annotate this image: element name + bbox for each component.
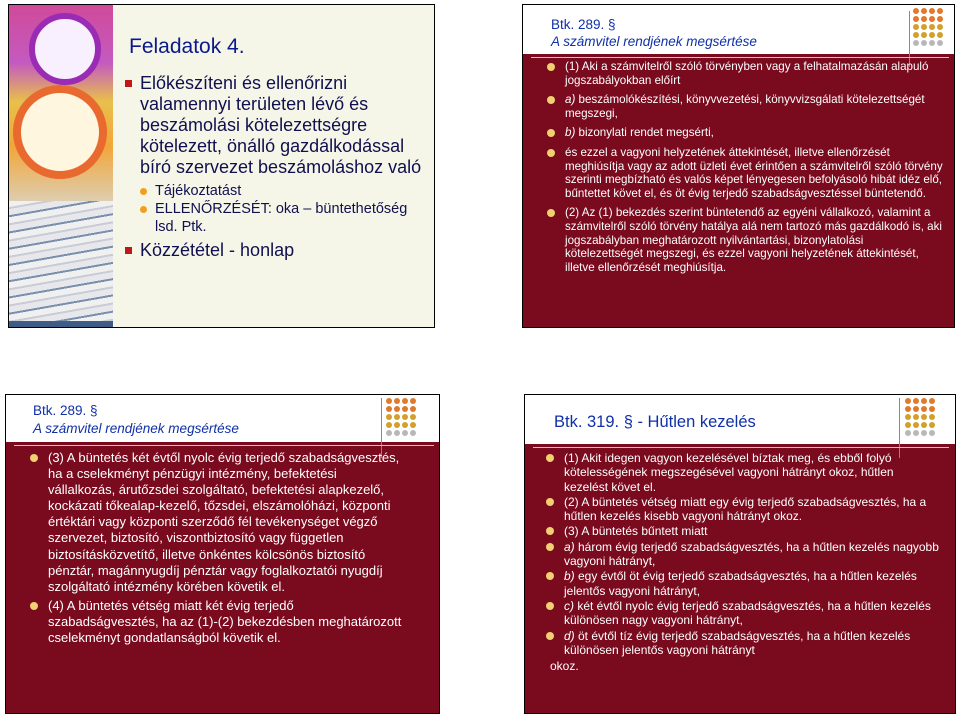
slide-subheading: A számvitel rendjének megsértése — [33, 421, 239, 436]
list-tail: okoz. — [550, 659, 579, 674]
list-item: (2) A büntetés vétség miatt egy évig terjedő szabadságvesztés, ha a hűtlen kezelés kisebb vagyoni hátrányt okoz. — [543, 495, 939, 524]
list-item: d) öt évtől tíz évig terjedő szabadságvesztés, ha a hűtlen kezelés különösen jelentős vagyoni hátrányt — [543, 629, 939, 658]
decorative-dot-grid-icon — [905, 398, 935, 436]
list-item: c) két évtől nyolc évig terjedő szabadságvesztés, ha a hűtlen kezelés különösen nagy vagyoni hátrányt, — [543, 599, 939, 628]
bullet-item: Közzététel - honlap — [124, 240, 429, 261]
slide-btk-289-part1 — [522, 4, 955, 328]
sub-bullet-item: Tájékoztatást — [124, 182, 429, 200]
divider — [531, 57, 949, 58]
list-item: (2) Az (1) bekezdés szerint büntetendő az egyéni vállalkozó, valamint a számvitelről szóló törvény hatálya alá nem tartozó más gazdálkodó is, aki jogszabályban meghatározott nyilvántartási, bizonylatolási kötelezettségét megszegi, és ezzel vagyoni helyzetének áttekintését, illetve ellenőrzését meghiúsítja. — [544, 206, 944, 274]
slide-feladatok — [8, 4, 435, 328]
clock-photo — [9, 5, 113, 327]
bullet-list — [124, 73, 429, 261]
list-item: (4) A büntetés vétség miatt két évig terjedő szabadságvesztés, ha az (1)-(2) bekezdésben meghatározott cselekményt gondatlanságból követik el. — [27, 598, 402, 646]
decorative-dot-grid-icon — [913, 8, 943, 46]
slide-btk-289-part2 — [5, 394, 440, 714]
bullet-list — [544, 60, 944, 274]
divider — [909, 11, 910, 67]
bullet-list — [543, 451, 939, 673]
list-item: és ezzel a vagyoni helyzetének áttekintését, illetve ellenőrzését meghiúsítja vagy az adott üzleti évet érintően a számvitelről szóló törvény szerinti megbízható és valós képet lényegesen befolyásoló hibát idéz elő, bűntettet követ el, és öt évig terjedő szabadságvesztéssel büntetendő. — [544, 146, 944, 200]
slide-title: Feladatok 4. — [129, 35, 245, 58]
divider — [899, 398, 900, 458]
paper-stack-icon — [9, 201, 113, 321]
purple-clock-icon — [29, 13, 101, 85]
slide-heading: Btk. 289. § — [551, 17, 616, 32]
slide-btk-319 — [524, 394, 956, 714]
divider — [14, 445, 434, 446]
bullet-list — [27, 450, 402, 646]
slide-subheading: A számvitel rendjének megsértése — [551, 34, 757, 49]
divider — [533, 447, 949, 448]
list-item: (1) Akit idegen vagyon kezelésével bíztak meg, és ebből folyó kötelességének megszegésével vagyoni hátrányt okoz, hűtlen kezelést követ el. — [543, 451, 939, 494]
list-item: b) egy évtől öt évig terjedő szabadságvesztés, ha a hűtlen kezelés jelentős vagyoni hátrányt, — [543, 569, 939, 598]
slide-heading: Btk. 289. § — [33, 403, 98, 418]
decorative-dot-grid-icon — [386, 398, 416, 436]
list-item: (1) Aki a számvitelről szóló törvényben vagy a felhatalmazásán alapuló jogszabályokban előírt — [544, 60, 944, 87]
list-item: b) bizonylati rendet megsérti, — [544, 126, 944, 140]
list-item: a) beszámolókészítési, könyvvezetési, könyvvizsgálati kötelezettségét megszegi, — [544, 93, 944, 120]
divider — [381, 398, 382, 458]
orange-clock-icon — [13, 85, 107, 179]
sub-bullet-item: ELLENŐRZÉSÉT: oka – büntethetőség lsd. Ptk. — [124, 200, 429, 236]
list-item: (3) A büntetés két évtől nyolc évig terjedő szabadságvesztés, ha a cselekményt pénzügyi intézmény, befektetési vállalkozás, árutőzsdei szolgáltató, befektetési alapkezelő, kockázati tőkealap-kezelő, tőzsdei, elszámolóházi, központi értéktári vagy központi szerződő fél tevékenységet végző szervezet, biztosító, viszontbiztosító vagy független biztosításközvetítő, illetve önkéntes kölcsönös biztosító pénztár, magánnyugdíj pénztár vagy foglalkoztatói nyugdíj szolgáltató intézmény körében követik el. — [27, 450, 402, 595]
bullet-item: Előkészíteni és ellenőrizni valamennyi területen lévő és beszámolási kötelezettségre kötelezett, önálló gazdálkodással bíró szervezet beszámoláshoz való — [124, 73, 429, 178]
list-item: a) három évig terjedő szabadságvesztés, ha a hűtlen kezelés nagyobb vagyoni hátrányt, — [543, 540, 939, 569]
list-item: (3) A büntetés bűntett miatt — [543, 524, 939, 538]
slide-title: Btk. 319. § - Hűtlen kezelés — [554, 413, 756, 431]
